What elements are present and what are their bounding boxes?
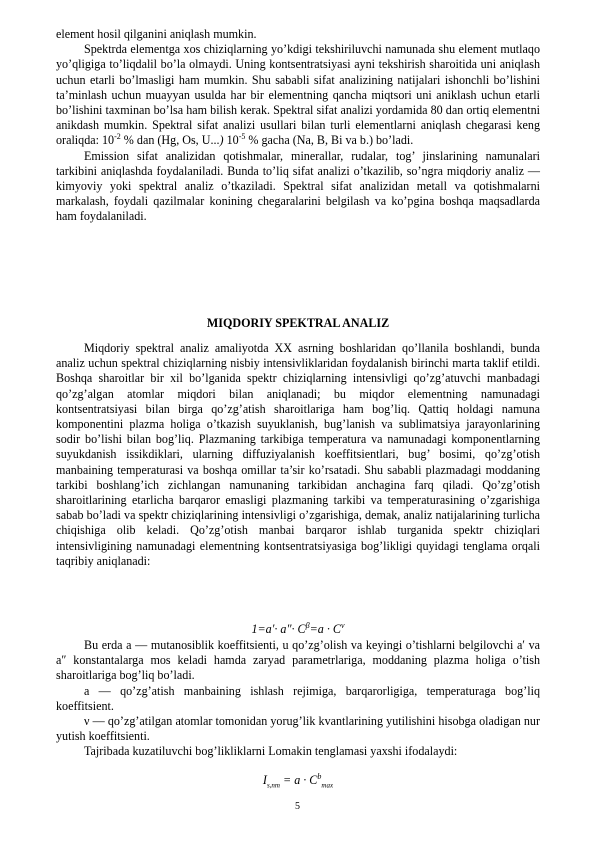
exponent: -2 bbox=[114, 132, 121, 142]
page-number: 5 bbox=[295, 801, 300, 812]
paragraph-quantitative-analysis: Miqdoriy spektral analiz amaliyotda XX asrning boshlaridan qo’llanila boshlandi, bunda analiz uchun spektral chiziqlarning nisbiy intensivliklaridan foydalanish birinchi marta taklif etildi. Boshqa sharoitlar bir xil bo’lganida spektr chiziqlarning intensivligi qo’zg’atuvchi manbadagi qo’zg’algan atomlar miqdori bilan aniqlanadi; bu miqdor elementning namunadagi kontsentratsiyasi bilan birga qo’zg’atish sharoitlariga ham bog’liq. Qattiq holdagi namuna komponentini plazma holiga o’tkazish suyuklanish, bug’lanish va sublimatsiya jarayonlarining sodir bo’lishi bilan bog’liq. Plazmaning tarkibiga temperatura va namunadagi komponentlarning suyukdanish issikdiklari, ularning diffuziyalanish koeffitsientlari, bug’ bosimi, qo’zg’otish manbaining temperaturasi va boshqa omillar ta’sir ko’rsatadi. Shu sababli plazmadagi moddaning tarkibi boshlang’ich zichlangan namunaning tarkibidan anchagina farq qiladi. Qo’zg’otish sharoitlarining etarlicha barqaror emasligi plazmaning tarkibi va temperaturasining o’zgarishiga sabab bo’ladi va spektr chiziqlarining intensivligi o’zgarishiga, demak, analiz natijalarining turlicha chiqishiga olib keladi. Qo’zg’otish manbai barqaror ishlab turganida spektr chiziqlari intensivligining namunadagi elementning kontsentratsiyasiga bog’likligi quyidagi tenglama orqali taqribiy aniqlanadi: bbox=[56, 341, 540, 568]
formula-subscript: s,nm bbox=[266, 781, 280, 790]
formula-mid: = a · C bbox=[279, 773, 318, 787]
formula-exponent: β bbox=[305, 620, 310, 630]
formula-exponent: ν bbox=[340, 620, 345, 630]
exponent: -5 bbox=[238, 132, 246, 142]
section-title: MIQDORIY SPEKTRAL ANALIZ bbox=[206, 316, 390, 330]
formula-lhs: I bbox=[262, 773, 267, 787]
paragraph-definition-nu: ν — qo’zg’atilgan atomlar tomonidan yorug’lik kvantlarining yutilishini hisobga oladigan nur yutish koeffitsienti. bbox=[56, 714, 540, 744]
paragraph-definition-a-coeff: a — qo’zg’atish manbaining ishlash rejimiga, barqarorligiga, temperaturaga bog’liq koeffitsient. bbox=[56, 683, 540, 713]
paragraph-lomakin: Tajribada kuzatiluvchi bog’likliklarni Lomakin tenglamasi yaxshi ifodalaydi: bbox=[84, 744, 458, 759]
document-page bbox=[56, 27, 540, 225]
paragraph-definition-a: Bu erda a — mutanosiblik koeffitsienti, u qo’zg’olish va keyingi o’tishlarni belgilovchi a′ va a″ konstantalarga mos keladi hamda zaryad parametrlariga, moddaning plazma holiga o’tish sharoitlariga bog’liq bo’ladi. bbox=[56, 638, 540, 683]
continued-line: element hosil qilganini aniqlash mumkin. bbox=[56, 27, 257, 41]
section-body bbox=[56, 341, 540, 569]
value-text: 10 bbox=[98, 133, 115, 148]
formula-subscript: max bbox=[321, 781, 334, 790]
paren-text: ) bbox=[219, 133, 224, 148]
paragraph-detection-limits bbox=[56, 42, 540, 148]
formula-lomakin bbox=[56, 773, 540, 788]
formula-mid: =a · C bbox=[309, 622, 341, 636]
formula-exponent: b bbox=[317, 771, 322, 781]
value-text: % gacha (Na, B, Bi va b.) bo’ladi. bbox=[245, 133, 414, 148]
paragraph-emission-analysis: Emission sifat analizidan qotishmalar, minerallar, rudalar, tog’ jinslarining namunalari tarkibini aniqlashda foydalaniladi. Bunda to’liq sifat analizi o’tkazilib, so’ngra miqdoriy analiz — kimyoviy yoki spektral analiz o’tkaziladi. Spektral sifat analizidan metall va qotishmalarni markalash, foydali qazilmalar konining chegaralarini belgilash va ko’pgina boshqa maqsadlarda ham foydalaniladi. bbox=[56, 148, 540, 224]
value-text: % dan (Hg, Os, U... bbox=[120, 133, 220, 148]
value-text: 10 bbox=[223, 133, 239, 148]
definitions-block bbox=[56, 638, 540, 760]
formula-intensity bbox=[56, 622, 540, 637]
formula-lhs: 1=a′· a″· C bbox=[251, 622, 306, 636]
paragraph-text: Spektrda elementga xos chiziqlarning yo’kdigi tekshiriluvchi namunada shu element mutlaqo yo’qligiga to’liqdalil bo’la olmaydi. Uning kontsentratsiyasi ayni tekshirish sharoitida uni aniqlash uchun etarli bo’lmasligi ham mumkin. Shu sababli sifat analizining natijalari ishonchli bo’lishini ta’minlash uchun muayyan usulda har bir elementning qancha miqtsori uni aniklash uchun etarli bo’lishini taxminan bo’lsa ham bilish kerak. Spektral sifat analizi yordamida 80 dan ortiq elementni anikdash mumkin. Spektral sifat analizi usullari bilan turli elementlarni aniqlash chegarasi keng oraliqda: bbox=[56, 42, 540, 148]
